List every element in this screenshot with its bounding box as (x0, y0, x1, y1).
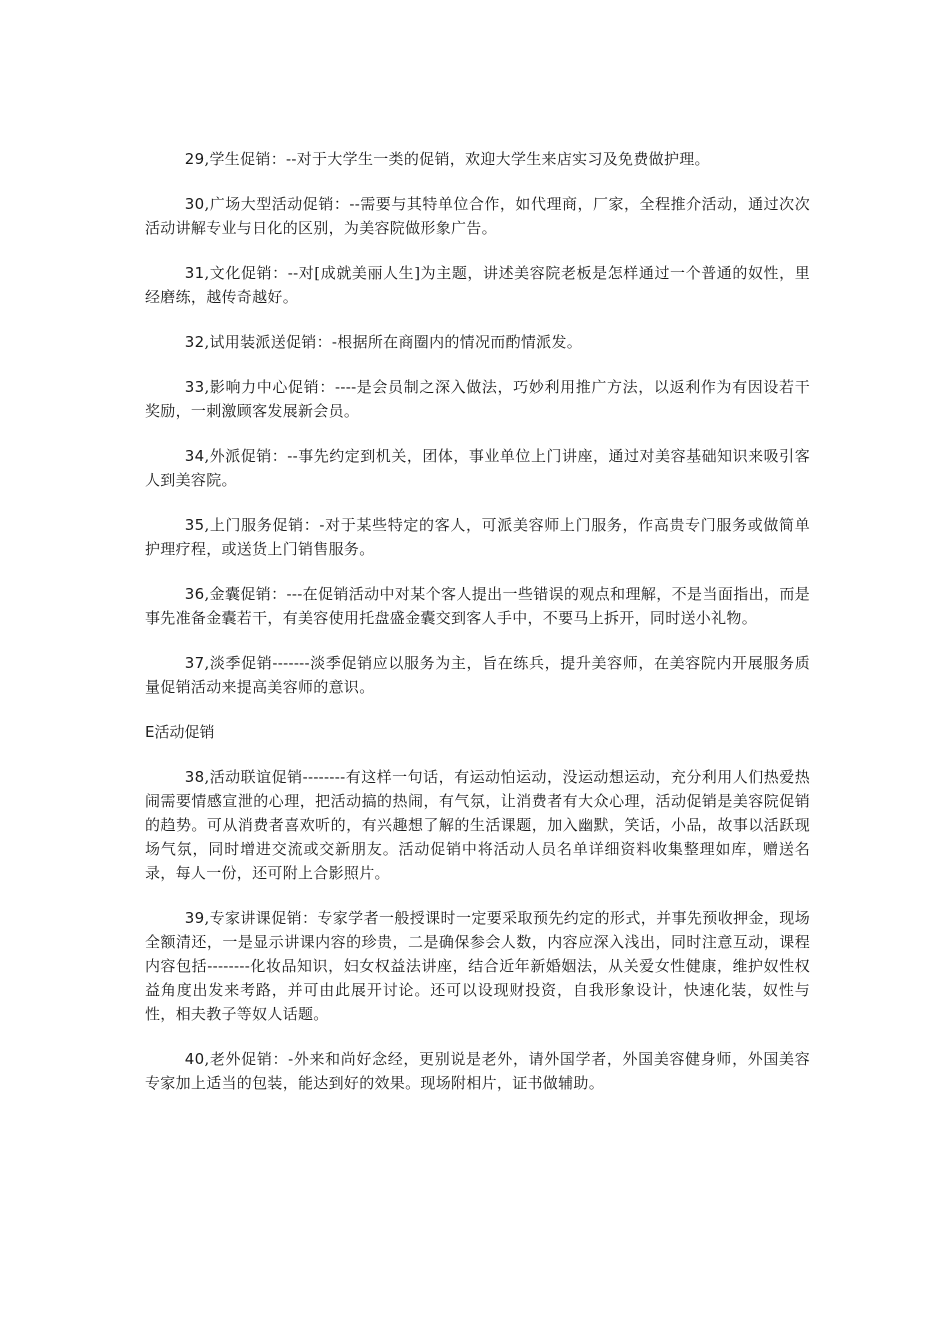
paragraph-34 (145, 444, 810, 492)
item-text: ,文化促销：--对[成就美丽人生]为主题，讲述美容院老板是怎样通过一个普通的奴性，里经磨练，越传奇越好。 (145, 264, 810, 306)
item-number: 31 (184, 264, 205, 282)
paragraph-29 (145, 147, 810, 171)
paragraph-40 (145, 1047, 810, 1095)
paragraph-37 (145, 651, 810, 699)
item-text: ,上门服务促销：-对于某些特定的客人，可派美容师上门服务，作高贵专门服务或做简单护理疗程，或送货上门销售服务。 (145, 516, 810, 558)
section-title-text: 活动促销 (154, 723, 215, 741)
item-text: ,老外促销：-外来和尚好念经，更别说是老外，请外国学者，外国美容健身师，外国美容专家加上适当的包装，能达到好的效果。现场附相片，证书做辅助。 (145, 1050, 810, 1092)
paragraph-30 (145, 192, 810, 240)
paragraph-35 (145, 513, 810, 561)
item-text: ,试用装派送促销：-根据所在商圈内的情况而酌情派发。 (204, 333, 583, 351)
paragraph-33 (145, 375, 810, 423)
item-number: 30 (184, 195, 205, 213)
paragraph-32 (145, 330, 810, 354)
item-number: 29 (184, 150, 205, 168)
item-text: ,专家讲课促销：专家学者一般授课时一定要采取预先约定的形式，并事先预收押金，现场全额清还，一是显示讲课内容的珍贵，二是确保参会人数，内容应深入浅出，同时注意互动，课程内容包括--------化妆品知识，妇女权益法讲座，结合近年新婚姻法，从关爱女性健康，维护奴性权益角度出发来考路，并可由此展开讨论。还可以设现财投资，自我形象设计，快速化装，奴性与性，相夫教子等奴人话题。 (145, 909, 810, 1023)
section-letter: E (145, 723, 155, 741)
item-text: ,外派促销：--事先约定到机关，团体，事业单位上门讲座，通过对美容基础知识来吸引客人到美容院。 (145, 447, 810, 489)
paragraph-39 (145, 906, 810, 1026)
item-number: 35 (184, 516, 205, 534)
item-text: ,影响力中心促销：----是会员制之深入做法，巧妙利用推广方法，以返利作为有因设若干奖励，一刺激顾客发展新会员。 (145, 378, 810, 420)
item-number: 38 (184, 768, 205, 786)
item-text: ,活动联谊促销--------有这样一句话，有运动怕运动，没运动想运动，充分利用人们热爱热闹需要情感宣泄的心理，把活动搞的热闹，有气氛，让消费者有大众心理，活动促销是美容院促销的趋势。可从消费者喜欢听的，有兴趣想了解的生活课题，加入幽默，笑话，小品，故事以活跃现场气氛，同时增进交流或交新朋友。活动促销中将活动人员名单详细资料收集整理如库，赠送名录，每人一份，还可附上合影照片。 (145, 768, 810, 882)
item-number: 39 (184, 909, 205, 927)
item-number: 36 (184, 585, 205, 603)
document-body (145, 147, 810, 1116)
item-number: 32 (184, 333, 205, 351)
item-number: 33 (184, 378, 205, 396)
item-text: ,淡季促销-------淡季促销应以服务为主，旨在练兵，提升美容师，在美容院内开展服务质量促销活动来提高美容师的意识。 (145, 654, 810, 696)
item-text: ,广场大型活动促销：--需要与其特单位合作，如代理商，厂家，全程推介活动，通过次次活动讲解专业与日化的区别，为美容院做形象广告。 (145, 195, 810, 237)
item-number: 34 (184, 447, 205, 465)
item-text: ,学生促销：--对于大学生一类的促销，欢迎大学生来店实习及免费做护理。 (204, 150, 710, 168)
item-number: 37 (184, 654, 205, 672)
paragraph-38 (145, 765, 810, 885)
section-heading (145, 720, 810, 744)
paragraph-31 (145, 261, 810, 309)
item-text: ,金囊促销：---在促销活动中对某个客人提出一些错误的观点和理解，不是当面指出，而是事先准备金囊若干，有美容使用托盘盛金囊交到客人手中，不要马上拆开，同时送小礼物。 (145, 585, 810, 627)
paragraph-36 (145, 582, 810, 630)
item-number: 40 (184, 1050, 205, 1068)
